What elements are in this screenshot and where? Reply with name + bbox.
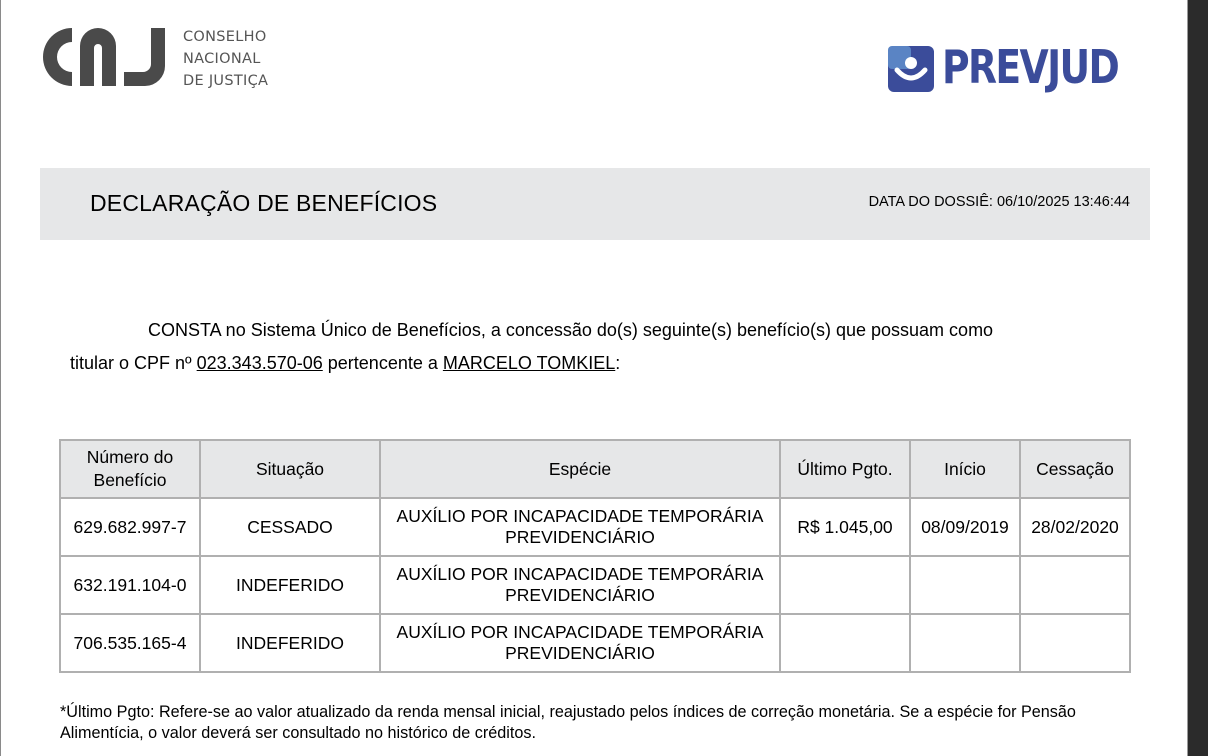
statement-line-1: CONSTA no Sistema Único de Benefícios, a concessão do(s) seguinte(s) benefício(s) que possuam como <box>148 320 994 340</box>
cell-cessacao <box>1020 614 1130 672</box>
header-situacao: Situação <box>200 440 380 498</box>
statement-paragraph <box>70 314 1130 380</box>
prevjud-wordmark: PREVJUD <box>942 40 1119 94</box>
header-numero: Número do Benefício <box>60 440 200 498</box>
cell-situacao: INDEFERIDO <box>200 556 380 614</box>
cell-especie: AUXÍLIO POR INCAPACIDADE TEMPORÁRIA PREVIDENCIÁRIO <box>380 614 780 672</box>
dossie-label: DATA DO DOSSIÊ: <box>868 194 993 210</box>
cell-situacao: INDEFERIDO <box>200 614 380 672</box>
cell-inicio: 08/09/2019 <box>910 498 1020 556</box>
table-header-row <box>60 440 1130 498</box>
cell-inicio <box>910 556 1020 614</box>
dossie-date <box>869 194 1130 210</box>
statement-owner-prefix: pertencente a <box>327 353 438 373</box>
dossie-value: 06/10/2025 13:46:44 <box>996 194 1130 210</box>
cell-ultimo-pgto: R$ 1.045,00 <box>780 498 910 556</box>
cnj-logo-text <box>183 26 268 92</box>
cell-cessacao <box>1020 556 1130 614</box>
document-title: DECLARAÇÃO DE BENEFÍCIOS <box>90 190 438 216</box>
cnj-line-2: NACIONAL <box>183 51 261 67</box>
statement-cpf-prefix: titular o CPF nº <box>70 353 192 373</box>
cell-numero: 632.191.104-0 <box>60 556 200 614</box>
cpf-value: 023.343.570-06 <box>196 353 323 373</box>
footnote: *Último Pgto: Refere-se ao valor atualizado da renda mensal inicial, reajustado pelos índices de correção monetária. Se a espécie for Pensão Alimentícia, o valor deverá ser consultado no histórico de créditos. <box>60 703 1076 742</box>
viewer-background <box>1188 0 1208 756</box>
table-row <box>60 556 1130 614</box>
statement-colon: : <box>615 353 621 373</box>
cnj-logo <box>38 24 288 94</box>
header-band <box>40 168 1150 240</box>
header-ultimo-pgto: Último Pgto. <box>780 440 910 498</box>
cell-especie: AUXÍLIO POR INCAPACIDADE TEMPORÁRIA PREVIDENCIÁRIO <box>380 556 780 614</box>
cnj-line-3: DE JUSTIÇA <box>183 73 269 89</box>
cell-ultimo-pgto <box>780 556 910 614</box>
prevjud-emblem-icon <box>888 46 934 92</box>
prevjud-logo <box>888 40 1143 96</box>
titular-name: MARCELO TOMKIEL <box>442 353 616 373</box>
header-cessacao: Cessação <box>1020 440 1130 498</box>
cell-ultimo-pgto <box>780 614 910 672</box>
statement-line-2 <box>70 347 1130 380</box>
cell-inicio <box>910 614 1020 672</box>
cell-situacao: CESSADO <box>200 498 380 556</box>
cell-numero: 706.535.165-4 <box>60 614 200 672</box>
table-row <box>60 614 1130 672</box>
cell-especie: AUXÍLIO POR INCAPACIDADE TEMPORÁRIA PREVIDENCIÁRIO <box>380 498 780 556</box>
cnj-logo-mark <box>38 24 172 90</box>
cnj-line-1: CONSELHO <box>183 29 267 45</box>
cell-cessacao: 28/02/2020 <box>1020 498 1130 556</box>
table-row <box>60 498 1130 556</box>
header-especie: Espécie <box>380 440 780 498</box>
page-edge <box>0 0 1 756</box>
header-inicio: Início <box>910 440 1020 498</box>
cell-numero: 629.682.997-7 <box>60 498 200 556</box>
benefits-table <box>59 439 1131 673</box>
